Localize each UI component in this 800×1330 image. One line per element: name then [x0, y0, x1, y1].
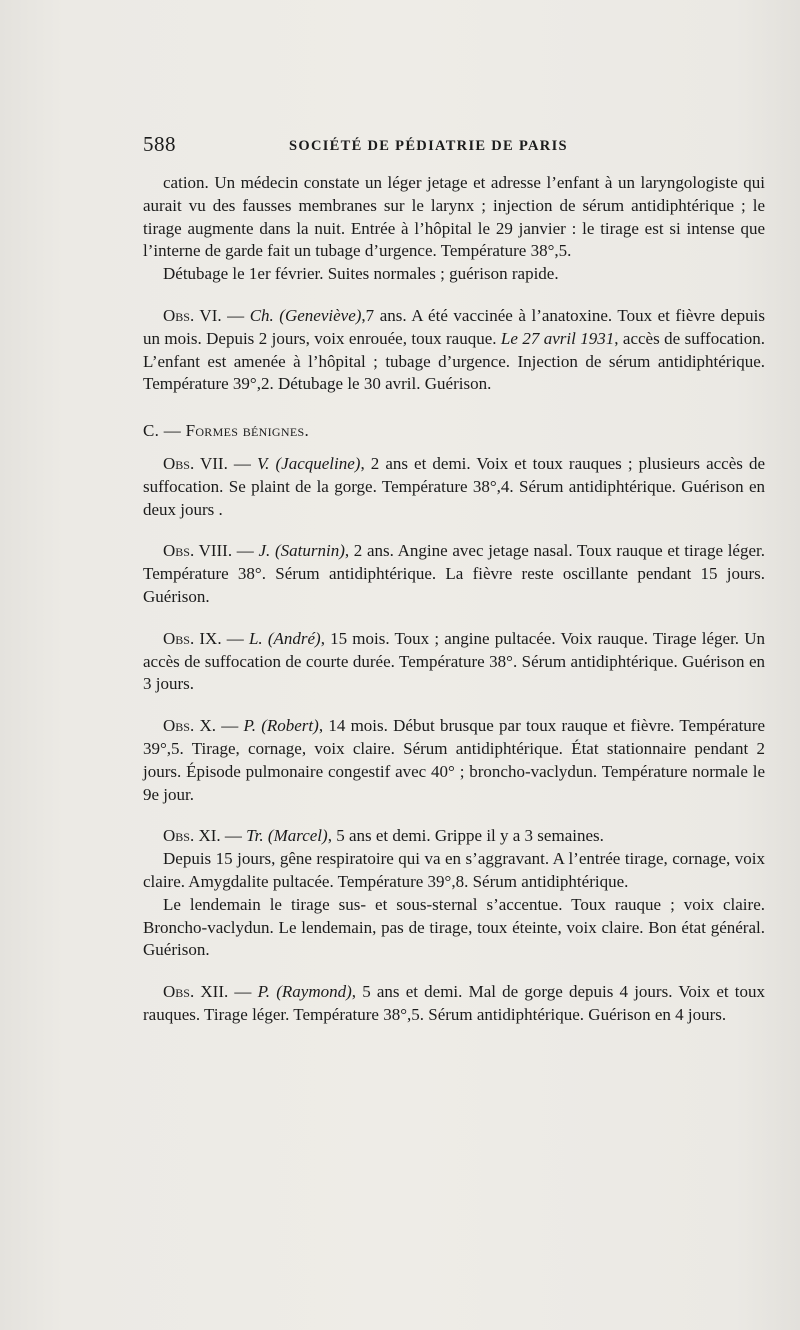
page-header	[143, 132, 663, 162]
obs-label: Obs. VII.	[163, 453, 228, 473]
observation-7: Obs. VII. — V. (Jacqueline), 2 ans et demi. Voix et toux rauques ; plusieurs accès de suffocation. Se plaint de la gorge. Température 38°,4. Sérum antidiphtérique. Guérison en deux jours .	[143, 453, 766, 519]
observation-6: Obs. VI. — Ch. (Geneviève),7 ans. A été vaccinée à l’anatoxine. Toux et fièvre depuis un mois. Depuis 2 jours, voix enrouée, toux rauque. Le 27 avril 1931, accès de suffocation. L’enfant est amenée à l’hôpital ; tubage d’urgence. Injection de sérum antidiphtérique. Température 39°,2. Détubage le 30 avril. Guérison.	[143, 305, 766, 394]
obs-label: Obs. X.	[163, 716, 216, 736]
observation-11: Obs. XI. — Tr. (Marcel), 5 ans et demi. Grippe il y a 3 semaines.	[163, 826, 604, 846]
paragraph: Détubage le 1er février. Suites normales ; guérison rapide.	[163, 264, 559, 284]
obs-date: Le 27 avril 1931	[500, 328, 615, 348]
obs-label: Obs. VIII.	[163, 541, 233, 561]
running-head: SOCIÉTÉ DE PÉDIATRIE DE PARIS	[289, 138, 568, 154]
obs-text: , 15 mois. Toux ; angine pultacée. Voix rauque. Tirage léger. Un accès de suffocation de courte durée. Température 38°. Sérum antidiphtérique. Guérison en 3 jours.	[143, 628, 766, 694]
patient-name: V. (Jacqueline)	[256, 453, 361, 473]
paragraph: cation. Un médecin constate un léger jetage et adresse l’enfant à un laryngologiste qui aurait vu des fausses membranes sur le larynx ; injection de sérum antidiphtérique ; le tirage augmente dans la nuit. Entrée à l’hôpital le 29 janvier : le tirage est si intense que l’interne de garde fait un tubage d’urgence. Température 38°,5.	[143, 173, 765, 261]
observation-12: Obs. XII. — P. (Raymond), 5 ans et demi. Mal de gorge depuis 4 jours. Voix et toux rauques. Tirage léger. Température 38°,5. Sérum antidiphtérique. Guérison en 4 jours.	[143, 982, 765, 1024]
obs-text: , accès de suffocation. L’enfant est amenée à l’hôpital ; tubage d’urgence. Injection de sérum antidiphtérique. Température 39°,2. Détubage le 30 avril. Guérison.	[143, 328, 766, 394]
obs-label: Obs. XI.	[163, 826, 221, 846]
obs-label: Obs. XII.	[163, 982, 229, 1002]
obs-text: , 5 ans et demi. Grippe il y a 3 semaines.	[327, 826, 604, 846]
obs-label: Obs. VI.	[163, 305, 222, 325]
obs-text: , 2 ans et demi. Voix et toux rauques ; plusieurs accès de suffocation. Se plaint de la gorge. Température 38°,4. Sérum antidiphtérique. Guérison en deux jours .	[143, 453, 766, 519]
obs-text: , 5 ans et demi. Mal de gorge depuis 4 jours. Voix et toux rauques. Tirage léger. Température 38°,5. Sérum antidiphtérique. Guérison en 4 jours.	[143, 982, 765, 1024]
patient-name: L. (André)	[248, 628, 321, 648]
obs-text: ,7 ans. A été vaccinée à l’anatoxine. Toux et fièvre depuis un mois. Depuis 2 jours, voix enrouée, toux rauque.	[143, 305, 765, 348]
patient-name: P. (Raymond)	[257, 982, 352, 1002]
section-heading: C. — Formes bénignes.	[143, 421, 310, 441]
patient-name: J. (Saturnin)	[258, 541, 345, 561]
observation-9: Obs. IX. — L. (André), 15 mois. Toux ; angine pultacée. Voix rauque. Tirage léger. Un accès de suffocation de courte durée. Température 38°. Sérum antidiphtérique. Guérison en 3 jours.	[143, 628, 766, 694]
observation-10: Obs. X. — P. (Robert), 14 mois. Début brusque par toux rauque et fièvre. Température 39°,5. Tirage, cornage, voix claire. Sérum antidiphtérique. État stationnaire pendant 2 jours. Épisode pulmonaire congestif avec 40° ; broncho-vaclydun. Température normale le 9e jour.	[143, 716, 765, 804]
patient-name: Tr. (Marcel)	[246, 826, 328, 846]
body-text	[143, 172, 765, 1027]
patient-name: P. (Robert)	[243, 716, 319, 736]
observation-8: Obs. VIII. — J. (Saturnin), 2 ans. Angine avec jetage nasal. Toux rauque et tirage léger. Température 38°. Sérum antidiphtérique. La fièvre reste oscillante pendant 15 jours. Guérison.	[143, 541, 765, 606]
page-number: 588	[143, 132, 176, 156]
paragraph: Depuis 15 jours, gêne respiratoire qui va en s’aggravant. A l’entrée tirage, cornage, voix claire. Amygdalite pultacée. Température 39°,8. Sérum antidiphtérique.	[143, 849, 765, 891]
patient-name: Ch. (Geneviève)	[249, 305, 362, 325]
obs-label: Obs. IX.	[163, 628, 222, 648]
obs-text: , 2 ans. Angine avec jetage nasal. Toux rauque et tirage léger. Température 38°. Sérum antidiphtérique. La fièvre reste oscillante pendant 15 jours. Guérison.	[143, 541, 765, 606]
obs-text: , 14 mois. Début brusque par toux rauque et fièvre. Température 39°,5. Tirage, cornage, voix claire. Sérum antidiphtérique. État stationnaire pendant 2 jours. Épisode pulmonaire congestif avec 40° ; broncho-vaclydun. Température normale le 9e jour.	[143, 716, 765, 804]
paragraph: Le lendemain le tirage sus- et sous-sternal s’accentue. Toux rauque ; voix claire. Broncho-vaclydun. Le lendemain, pas de tirage, toux éteinte, voix claire. Bon état général. Guérison.	[143, 894, 765, 960]
